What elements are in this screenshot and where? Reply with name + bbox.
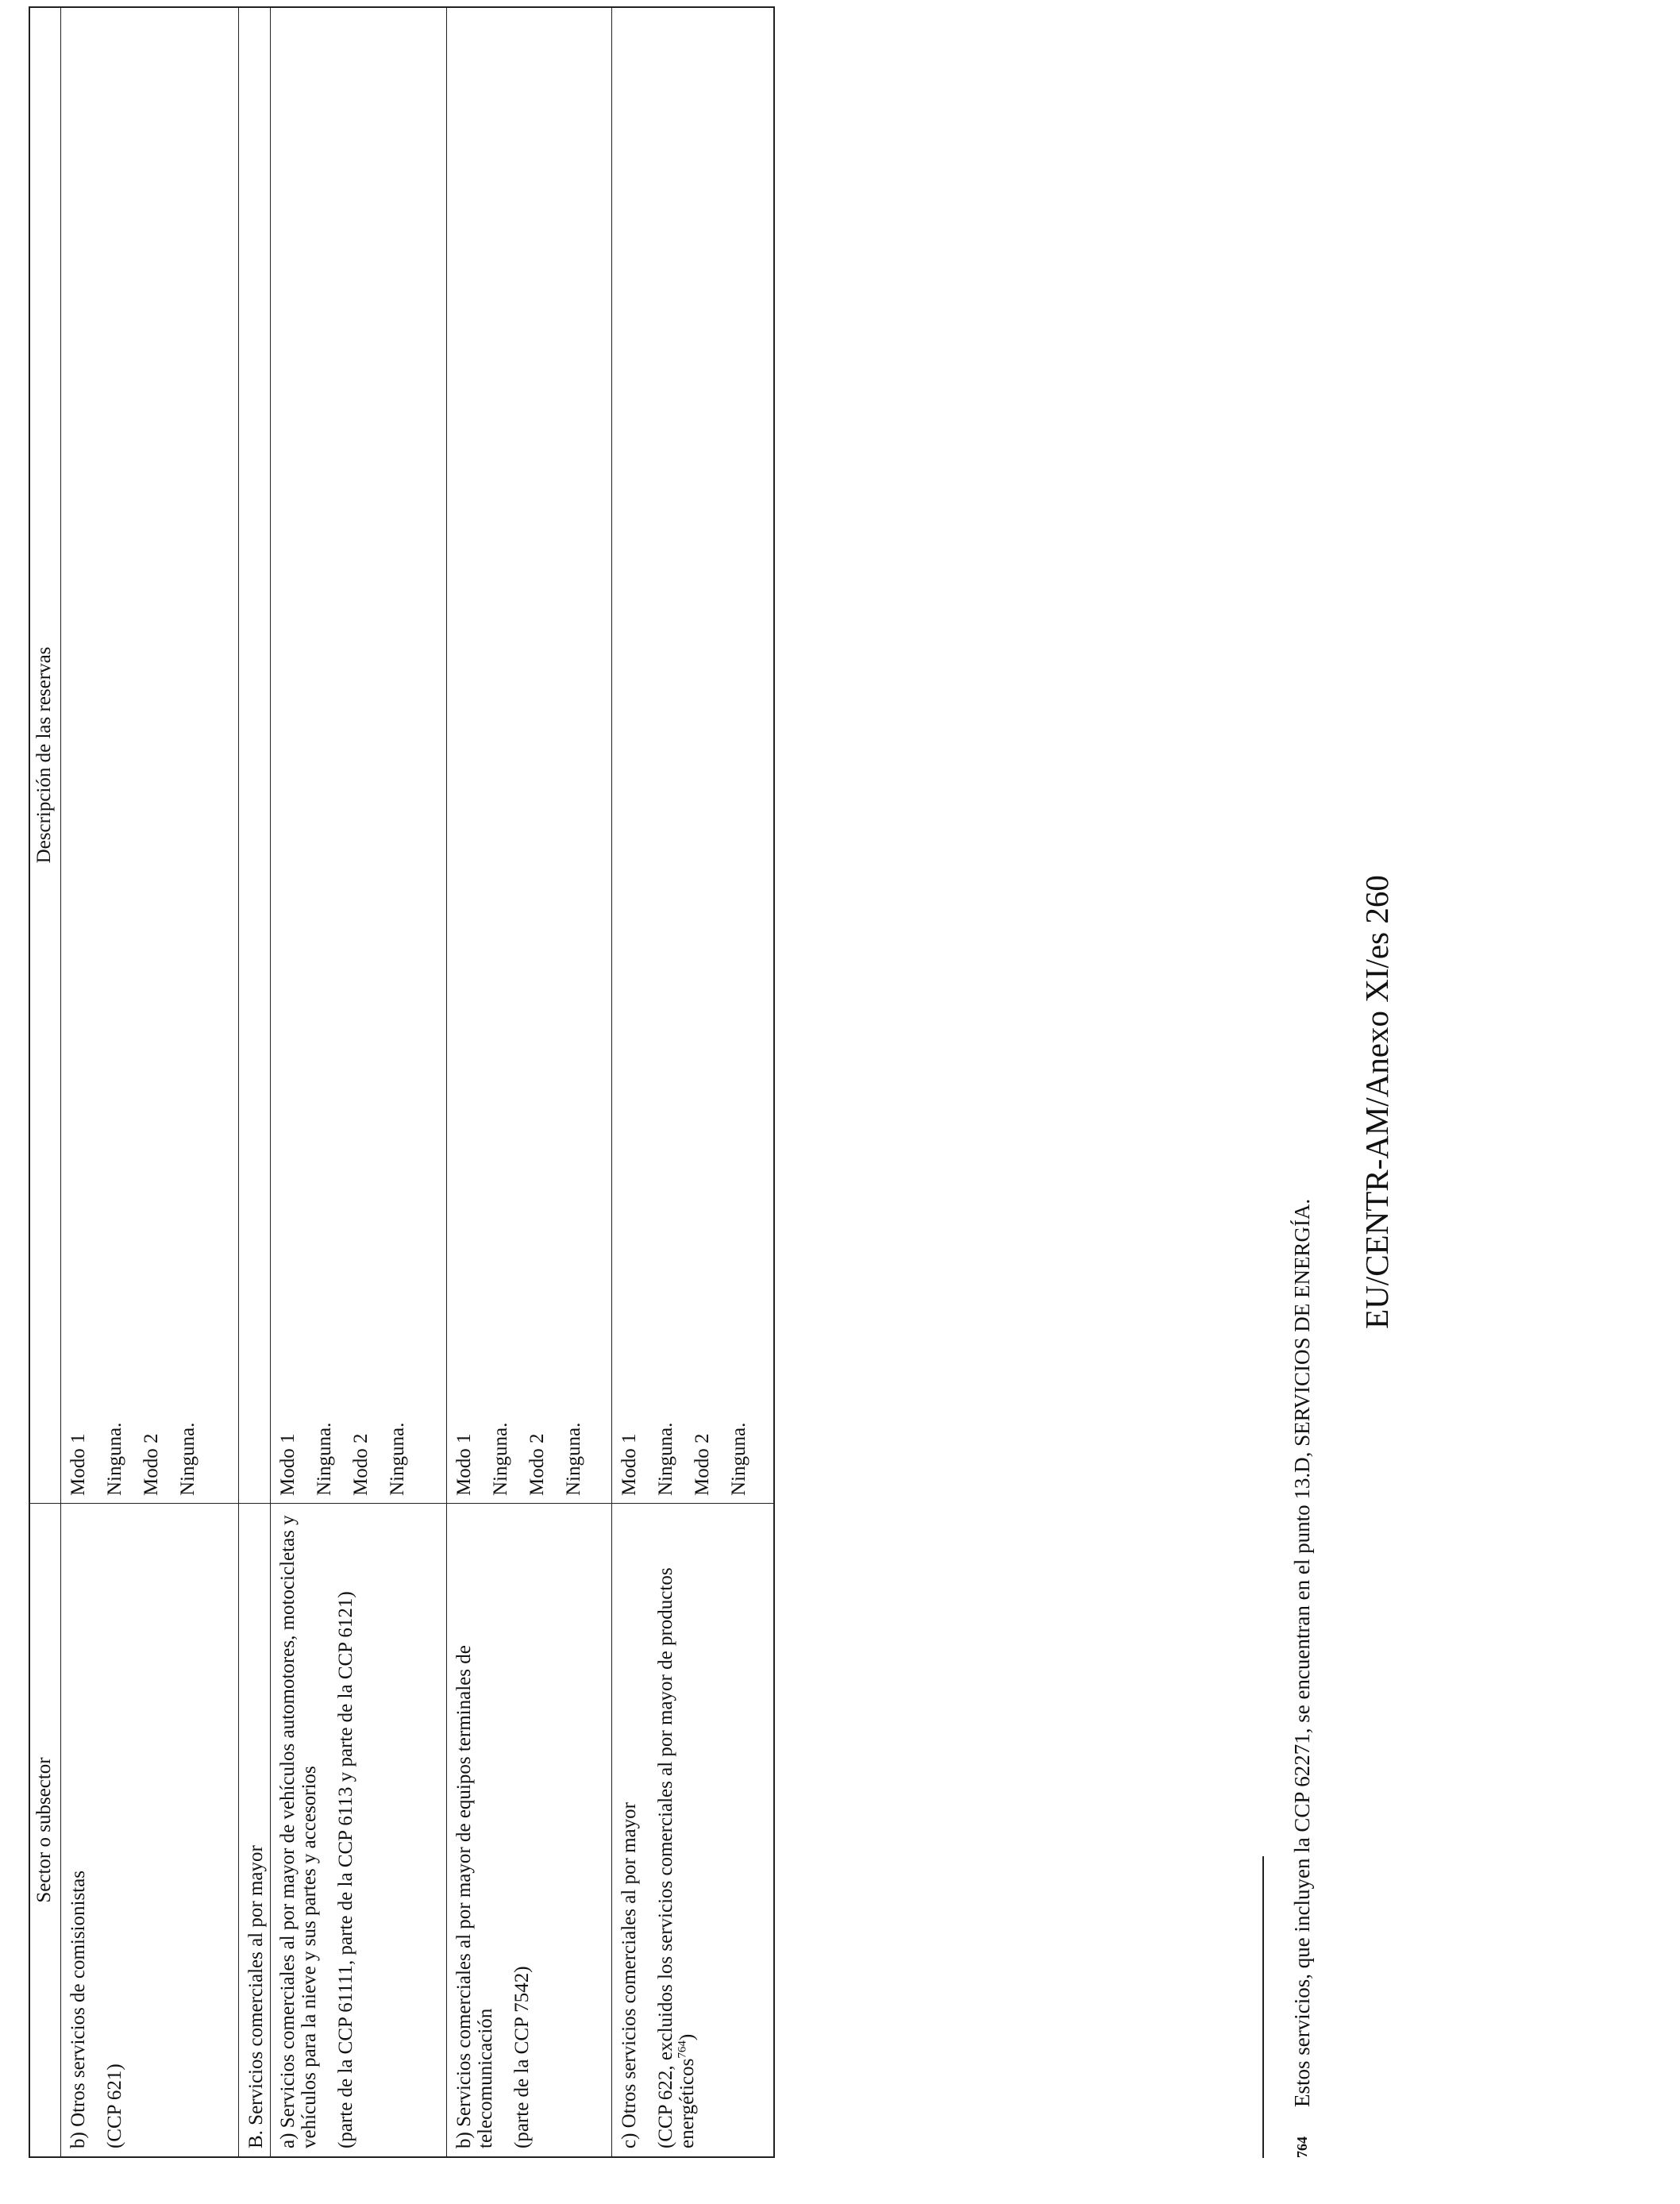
sector-heading: B. Servicios comerciales al por mayor [245, 1845, 267, 2148]
mode-line: Modo 1 [618, 1433, 640, 1496]
table-row [270, 8, 446, 2156]
mode-line: Ninguna. [387, 1422, 408, 1496]
mode-line: Ninguna. [104, 1422, 125, 1496]
footnote-number: 764 [1294, 2137, 1310, 2158]
sector-code: (parte de la CCP 61111, parte de la CCP 6113 y parte de la CCP 6121) [335, 1591, 356, 2148]
mode-line: Modo 1 [277, 1433, 299, 1496]
footnote [1290, 1199, 1314, 2158]
footnote-divider [1262, 1856, 1264, 2158]
description-cell [271, 6, 446, 1504]
sector-cell [447, 1504, 611, 2156]
footnote-ref: 764 [676, 2040, 689, 2059]
sector-code-text: (CCP 622, excluidos los servicios comerciales al por mayor de productos energéticos [655, 1567, 698, 2148]
table-row [611, 8, 775, 2156]
reservations-table [29, 6, 775, 2158]
mode-line: Modo 2 [141, 1433, 162, 1496]
sector-text: a) Servicios comerciales al por mayor de vehículos automotores, motocicletas y vehículos para la nieve y sus partes y accesorios [277, 1515, 320, 2148]
table-row [238, 8, 270, 2156]
page-identifier: EU/CENTR-AM/Anexo XI/es 260 [1358, 875, 1395, 1329]
sector-code [655, 1512, 698, 2148]
mode-line: Ninguna. [563, 1422, 584, 1496]
mode-line: Ninguna. [490, 1422, 511, 1496]
header-sector: Sector o subsector [33, 1757, 55, 1903]
mode-line: Modo 2 [692, 1433, 713, 1496]
sector-text: b) Servicios comerciales al por mayor de equipos terminales de telecomunicación [453, 1645, 496, 2148]
table-row [446, 8, 611, 2156]
description-cell [447, 6, 611, 1504]
sector-text: b) Otros servicios de comisionistas [67, 1871, 89, 2148]
mode-line: Modo 1 [453, 1433, 475, 1496]
description-cell [612, 6, 775, 1504]
description-cell [239, 6, 270, 1504]
sector-code: (CCP 621) [104, 2063, 125, 2148]
description-cell [61, 6, 238, 1504]
mode-line: Modo 2 [526, 1433, 548, 1496]
sector-text: c) Otros servicios comerciales al por mayor [618, 1802, 640, 2148]
closing-paren: ) [676, 2033, 698, 2041]
sector-cell [61, 1504, 238, 2156]
sector-cell [239, 1504, 270, 2156]
mode-line: Ninguna. [314, 1422, 335, 1496]
sector-code: (parte de la CCP 7542) [511, 1966, 533, 2148]
footnote-text: Estos servicios, que incluyen la CCP 62271, se encuentran en el punto 13.D, SERVICIOS DE ENERGÍA. [1290, 1198, 1314, 2107]
mode-line: Ninguna. [655, 1422, 676, 1496]
sector-cell [612, 1504, 775, 2156]
mode-line: Ninguna. [728, 1422, 749, 1496]
mode-line: Modo 1 [67, 1433, 89, 1496]
header-description: Descripción de las reservas [33, 646, 55, 864]
table-row [60, 8, 238, 2156]
mode-line: Ninguna. [177, 1422, 198, 1496]
table-header-row [30, 8, 60, 2156]
sector-cell [271, 1504, 446, 2156]
mode-line: Modo 2 [350, 1433, 372, 1496]
